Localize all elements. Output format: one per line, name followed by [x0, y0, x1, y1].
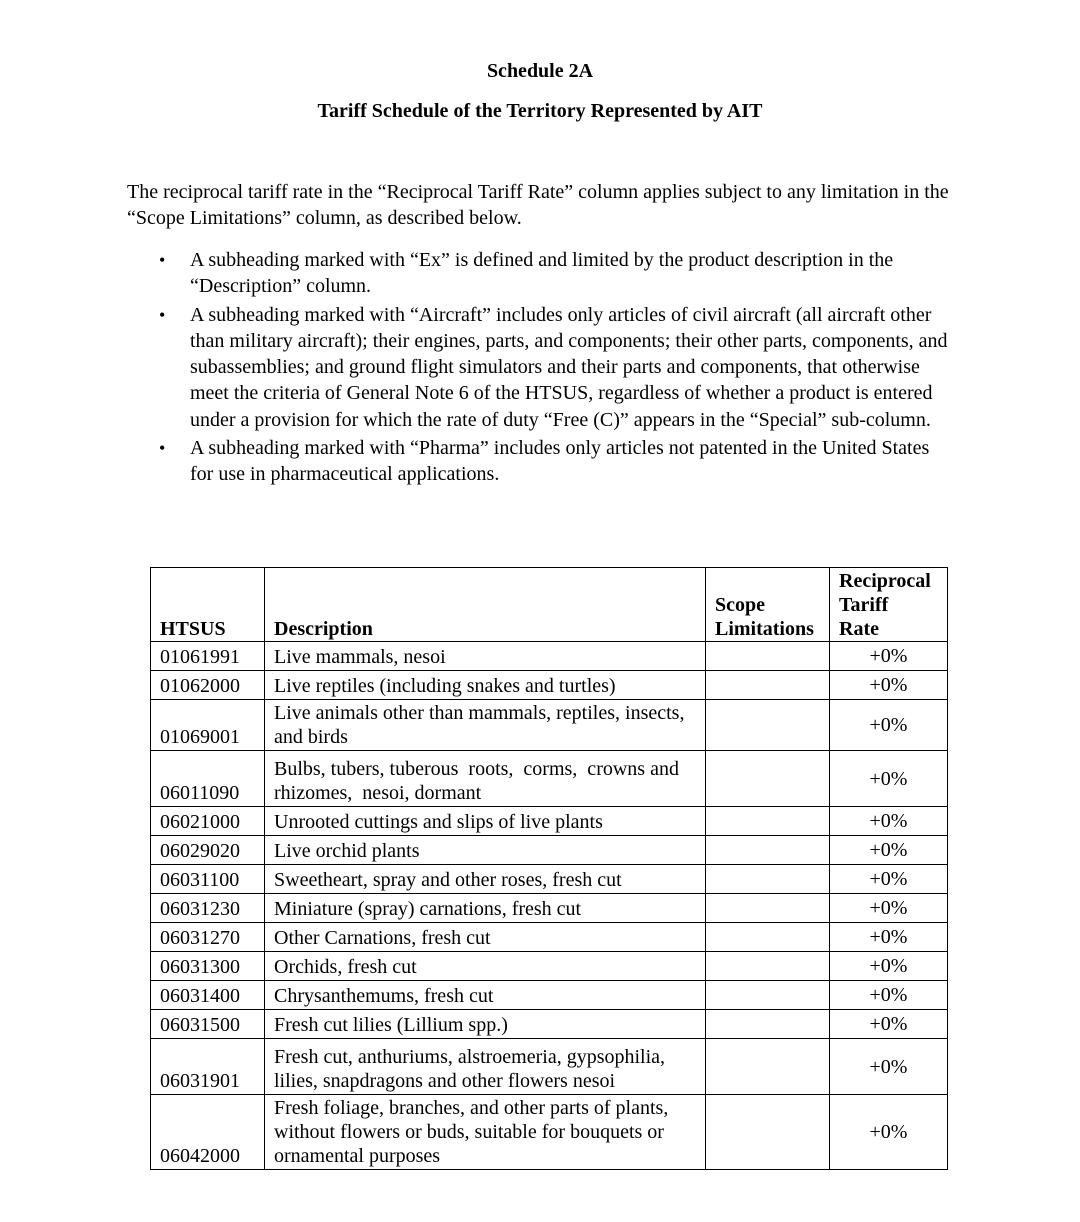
rate-cell: +0%	[830, 807, 948, 836]
rate-cell: +0%	[830, 751, 948, 807]
htsus-cell: 06029020	[151, 836, 265, 865]
rate-cell: +0%	[830, 952, 948, 981]
bullet-text: A subheading marked with “Pharma” includes only articles not patented in the United States for use in pharmaceutical applications.	[190, 437, 930, 486]
schedule-subtitle: Tariff Schedule of the Territory Represented by AIT	[317, 100, 763, 122]
rate-cell: +0%	[830, 923, 948, 952]
bullet-icon: •	[159, 438, 166, 459]
htsus-cell: 06031270	[151, 923, 265, 952]
table-row	[151, 865, 948, 894]
scope-definitions-list	[127, 247, 957, 490]
scope-cell	[706, 865, 830, 894]
htsus-cell: 06031400	[151, 981, 265, 1010]
description-cell: Unrooted cuttings and slips of live plants	[265, 807, 706, 836]
bullet-aircraft	[127, 302, 957, 433]
header-htsus: HTSUS	[151, 568, 265, 642]
bullet-icon: •	[159, 250, 166, 270]
rate-cell: +0%	[830, 1095, 948, 1170]
table-row	[151, 807, 948, 836]
description-cell: Miniature (spray) carnations, fresh cut	[265, 894, 706, 923]
table-row	[151, 923, 948, 952]
htsus-cell: 01062000	[151, 671, 265, 700]
rate-cell: +0%	[830, 642, 948, 671]
table-row	[151, 1039, 948, 1095]
rate-cell: +0%	[830, 836, 948, 865]
htsus-cell: 06031300	[151, 952, 265, 981]
description-cell: Live mammals, nesoi	[265, 642, 706, 671]
rate-cell: +0%	[830, 894, 948, 923]
table-row	[151, 751, 948, 807]
htsus-cell: 01069001	[151, 700, 265, 751]
tariff-table	[150, 567, 948, 1170]
htsus-cell: 06011090	[151, 751, 265, 807]
table-row	[151, 952, 948, 981]
description-cell: Live reptiles (including snakes and turtles)	[265, 671, 706, 700]
rate-cell: +0%	[830, 671, 948, 700]
htsus-cell: 06031230	[151, 894, 265, 923]
table-row	[151, 981, 948, 1010]
scope-cell	[706, 836, 830, 865]
scope-cell	[706, 981, 830, 1010]
scope-cell	[706, 700, 830, 751]
description-cell: Fresh cut, anthuriums, alstroemeria, gypsophilia, lilies, snapdragons and other flowers nesoi	[265, 1039, 706, 1095]
bullet-text: A subheading marked with “Ex” is defined and limited by the product description in the “Description” column.	[190, 249, 894, 298]
table-row	[151, 1010, 948, 1039]
description-cell: Fresh cut lilies (Lillium spp.)	[265, 1010, 706, 1039]
description-cell: Live animals other than mammals, reptiles, insects, and birds	[265, 700, 706, 751]
bullet-pharma	[127, 435, 957, 488]
htsus-cell: 06042000	[151, 1095, 265, 1170]
rate-cell: +0%	[830, 865, 948, 894]
bullet-icon: •	[159, 304, 166, 325]
description-cell: Bulbs, tubers, tuberous roots, corms, crowns and rhizomes, nesoi, dormant	[265, 751, 706, 807]
table-header-row	[151, 568, 948, 642]
table-row	[151, 642, 948, 671]
htsus-cell: 06021000	[151, 807, 265, 836]
table-row	[151, 836, 948, 865]
intro-paragraph: The reciprocal tariff rate in the “Reciprocal Tariff Rate” column applies subject to any limitation in the “Scope Limitations” column, as described below.	[127, 181, 949, 229]
table-row	[151, 671, 948, 700]
rate-cell: +0%	[830, 1039, 948, 1095]
schedule-title: Schedule 2A	[486, 60, 594, 82]
scope-cell	[706, 807, 830, 836]
bullet-ex	[127, 247, 957, 300]
table-row	[151, 1095, 948, 1170]
scope-cell	[706, 894, 830, 923]
header-reciprocal-tariff-rate: Reciprocal Tariff Rate	[830, 568, 948, 642]
htsus-cell: 01061991	[151, 642, 265, 671]
rate-cell: +0%	[830, 1010, 948, 1039]
table-row	[151, 894, 948, 923]
rate-cell: +0%	[830, 700, 948, 751]
bullet-text: A subheading marked with “Aircraft” includes only articles of civil aircraft (all aircraft other than military aircraft); their engines, parts, and components; their other parts, components, and subassemblies; and ground flight simulators and their parts and components, that otherwise meet the criteria of General Note 6 of the HTSUS, regardless of whether a product is entered under a provision for which the rate of duty “Free (C)” appears in the “Special” sub-column.	[190, 303, 948, 431]
description-cell: Sweetheart, spray and other roses, fresh cut	[265, 865, 706, 894]
scope-cell	[706, 923, 830, 952]
header-scope-limitations: Scope Limitations	[706, 568, 830, 642]
description-cell: Live orchid plants	[265, 836, 706, 865]
htsus-cell: 06031901	[151, 1039, 265, 1095]
scope-cell	[706, 642, 830, 671]
scope-cell	[706, 1010, 830, 1039]
scope-cell	[706, 952, 830, 981]
table-row	[151, 700, 948, 751]
header-description: Description	[265, 568, 706, 642]
description-cell: Orchids, fresh cut	[265, 952, 706, 981]
description-cell: Fresh foliage, branches, and other parts of plants, without flowers or buds, suitable for bouquets or ornamental purposes	[265, 1095, 706, 1170]
description-cell: Other Carnations, fresh cut	[265, 923, 706, 952]
scope-cell	[706, 1095, 830, 1170]
htsus-cell: 06031100	[151, 865, 265, 894]
rate-cell: +0%	[830, 981, 948, 1010]
scope-cell	[706, 671, 830, 700]
scope-cell	[706, 751, 830, 807]
description-cell: Chrysanthemums, fresh cut	[265, 981, 706, 1010]
htsus-cell: 06031500	[151, 1010, 265, 1039]
scope-cell	[706, 1039, 830, 1095]
